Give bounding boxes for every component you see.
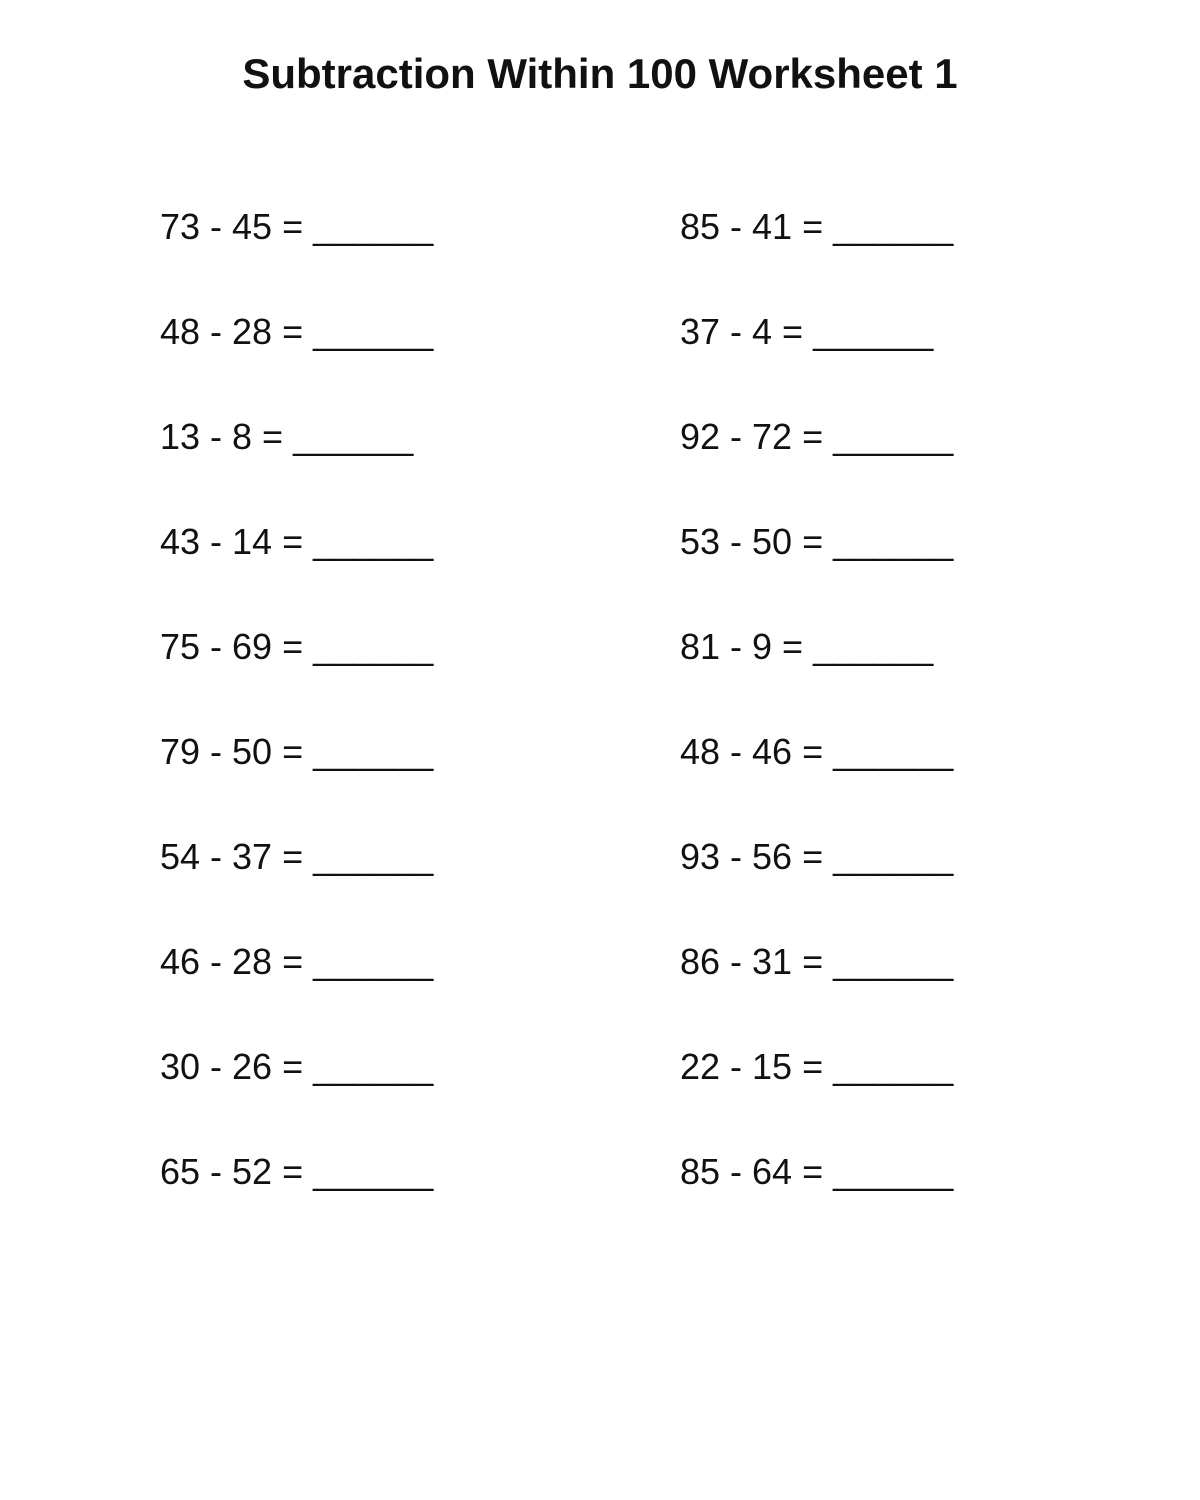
problem-11: 79 - 50 = ______ — [160, 731, 434, 772]
problem-17: 30 - 26 = ______ — [160, 1046, 434, 1087]
problem-4: 37 - 4 = ______ — [680, 311, 934, 352]
problem-1: 73 - 45 = ______ — [160, 206, 434, 247]
problem-14: 93 - 56 = ______ — [680, 836, 954, 877]
problem-9: 75 - 69 = ______ — [160, 626, 434, 667]
problem-13: 54 - 37 = ______ — [160, 836, 434, 877]
problem-5: 13 - 8 = ______ — [160, 416, 414, 457]
problem-15: 46 - 28 = ______ — [160, 941, 434, 982]
problem-18: 22 - 15 = ______ — [680, 1046, 954, 1087]
problem-12: 48 - 46 = ______ — [680, 731, 954, 772]
problem-19: 65 - 52 = ______ — [160, 1151, 434, 1192]
worksheet-title: Subtraction Within 100 Worksheet 1 — [242, 50, 958, 97]
problem-20: 85 - 64 = ______ — [680, 1151, 954, 1192]
problem-2: 85 - 41 = ______ — [680, 206, 954, 247]
problem-3: 48 - 28 = ______ — [160, 311, 434, 352]
problem-8: 53 - 50 = ______ — [680, 521, 954, 562]
problem-10: 81 - 9 = ______ — [680, 626, 934, 667]
problem-16: 86 - 31 = ______ — [680, 941, 954, 982]
problem-7: 43 - 14 = ______ — [160, 521, 434, 562]
problem-6: 92 - 72 = ______ — [680, 416, 954, 457]
